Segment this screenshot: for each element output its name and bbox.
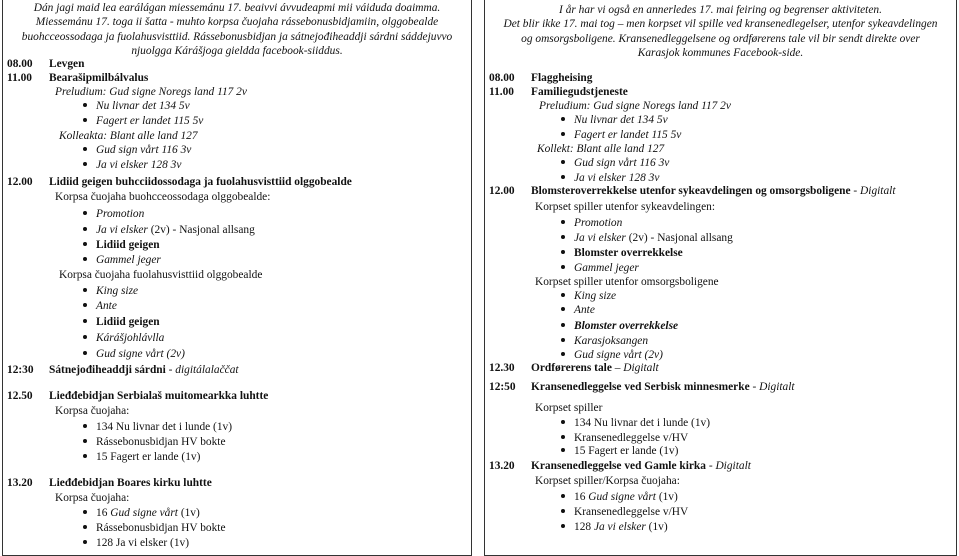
program-bullet-item [561,156,669,170]
program-bullet-item [561,113,668,127]
bullet-text: 128 Ja vi elsker (1v) [96,537,189,549]
program-title [49,389,268,403]
bullet-text: Karasjoksangen [574,335,649,347]
bullet-text: Ja vi elsker [574,232,626,244]
program-bullet-item [83,114,203,128]
program-title-text: Kransenedleggelse ved Gamle kirka [531,460,706,472]
bullet-dot-icon [561,338,565,342]
bullet-text-suffix: (1v) [655,491,678,503]
bullet-dot-icon [83,540,87,544]
bullet-text: Ja vi elsker 128 3v [574,172,660,184]
program-bullet-item [83,331,164,345]
bullet-dot-icon [561,132,565,136]
bullet-text: Lidiid geigen [96,239,160,251]
program-bullet-item [83,207,144,221]
bullet-text: Ante [574,304,595,316]
program-title-text: Familiegudstjeneste [531,86,628,98]
program-bullet-item [561,444,678,458]
bullet-text: Kárášjohlávlla [96,332,165,344]
program-bullet-item [561,490,678,504]
bullet-dot-icon [561,250,565,254]
bullet-dot-icon [83,242,87,246]
bullet-dot-icon [561,494,565,498]
bullet-dot-icon [83,351,87,355]
intro-line: og omsorgsboligene. Kransenedleggelsene og ordførerens tale vil bir sendt direkte over [521,32,920,45]
program-subheading: Preludium: Gud signe Noregs land 117 2v [539,100,731,112]
bullet-dot-icon [83,162,87,166]
bullet-text: Gud signe vårt (2v) [96,348,185,360]
bullet-text: Kransenedleggelse v/HV [574,432,689,444]
program-title [49,71,148,85]
bullet-text: Kransenedleggelse v/HV [574,506,689,518]
bullet-text-suffix: (2v) - Nasjonal allsang [625,232,733,244]
bullet-text-suffix: (1v) [177,507,200,519]
program-subheading: Korpset spiller [535,402,603,414]
program-title [531,71,592,85]
bullet-dot-icon [83,118,87,122]
intro-line: I år har vi også en annerledes 17. mai feiring og begrenser aktiviteten. [559,4,882,16]
intro-line: Miessemánu 17. toga ii šatta - muhto korpsa čuojaha rássebonusbidjamiin, olggobealde [35,16,439,29]
bullet-text: Gud signe vårt (2v) [574,349,663,361]
program-bullet-item [561,289,616,303]
program-bullet-item [561,505,688,519]
program-subheading: Korpset spiller/Korpsa čuojaha: [535,475,680,487]
program-bullet-item [83,223,255,237]
intro-line: Dán jagi maid lea earálágan miessemánu 17. beaivvi ávvudeapmi mii váiduda doaimma. [33,2,441,14]
program-time: 08.00 [489,72,515,84]
bullet-text: Rássebonusbidjan HV bokte [96,522,226,534]
bullet-text: Gammel jeger [574,262,639,274]
program-bullet-item [83,99,190,113]
bullet-text-italic: Ja vi elsker [593,521,646,533]
norwegian-intro [485,3,956,61]
bullet-dot-icon [561,117,565,121]
bullet-dot-icon [83,288,87,292]
program-subheading: Kolleakta: Blant alle land 127 [59,130,198,142]
program-title-suffix: – Digitalt [611,362,659,374]
bullet-text: Lidiid geigen [96,316,160,328]
bullet-text: 128 [574,521,594,533]
bullet-dot-icon [83,510,87,514]
intro-line: buohcceossodaga ja fuolahusvisttiid. Rássebonusbidjan ja sátnejođiheaddji sárdni sáddejuvvo [21,30,453,43]
bullet-dot-icon [83,257,87,261]
intro-line: njuolgga Kárášjoga gieldda facebook-siiddus. [131,45,343,58]
program-bullet-item [561,246,683,260]
program-title-suffix: - Digitalt [850,185,896,197]
bullet-text: King size [96,285,139,297]
bullet-dot-icon [83,303,87,307]
bullet-dot-icon [83,454,87,458]
program-subheading: Korpsa čuojaha: [55,492,130,504]
program-bullet-item [83,420,232,434]
bullet-text: Promotion [574,217,623,229]
bullet-text: 16 [96,507,111,519]
bullet-text: Gud sign vårt 116 3v [96,144,192,156]
bullet-text: Gammel jeger [96,254,161,266]
bullet-text: 16 [574,491,589,503]
program-time: 12:30 [7,364,34,376]
bullet-text: Blomster overrekkelse [574,320,679,332]
bullet-text: Nu livnar det 134 5v [96,100,190,112]
bullet-text: Ja vi elsker [96,224,148,236]
program-subheading: Korpset spiller utenfor sykeavdelingen: [535,201,715,213]
bullet-text-suffix: (1v) [645,521,668,533]
program-title [531,459,751,473]
program-subheading: Korpset spiller utenfor omsorgsboligene [535,276,719,288]
bullet-dot-icon [561,160,565,164]
program-title [49,175,352,189]
bullet-dot-icon [561,323,565,327]
program-subheading: Preludium: Gud signe Noregs land 117 2v [55,86,247,98]
program-time: 12.50 [7,390,33,402]
bullet-dot-icon [561,293,565,297]
bullet-dot-icon [83,335,87,339]
bullet-text: Ja vi elsker 128 3v [96,159,182,171]
program-title-text: Flaggheising [531,72,593,84]
program-title-suffix: - digitálalaččat [165,364,239,376]
bullet-text: 15 Fagert er lande (1v) [574,445,679,457]
program-title [49,476,212,490]
bullet-text: 134 Nu livnar det i lunde (1v) [96,421,233,433]
program-title-text: Levgen [49,58,85,70]
program-title [531,85,628,99]
bullet-text: 15 Fagert er lande (1v) [96,451,201,463]
bullet-dot-icon [561,220,565,224]
program-bullet-item [561,128,681,142]
program-title [531,361,659,375]
program-bullet-item [83,158,181,172]
bullet-text: Blomster overrekkelse [574,247,683,259]
program-bullet-item [561,319,678,333]
program-time: 13.20 [7,477,33,489]
program-title-suffix: - Digitalt [749,381,795,393]
program-title-text: Lieđđebidjan Serbialaš muitomearkka luhtte [49,390,269,402]
program-subheading: Kollekt: Blant alle land 127 [537,143,665,155]
bullet-text: Fagert er landet 115 5v [574,129,682,141]
program-bullet-item [561,416,710,430]
program-bullet-item [83,238,160,252]
program-bullet-item [83,347,185,361]
program-subheading: Korpsa čuojaha: [55,405,130,417]
intro-line: Det blir ikke 17. mai tog – men korpset vil spille ved kransenedlegelser, utenfor sykeavdelingen [503,18,938,31]
program-time: 12:50 [489,381,516,393]
bullet-dot-icon [561,509,565,513]
bullet-dot-icon [83,211,87,215]
program-title [49,363,239,377]
bullet-dot-icon [83,147,87,151]
program-title-text: Bearašipmilbálvalus [49,72,149,84]
program-bullet-item [83,315,160,329]
bullet-text: Nu livnar det 134 5v [574,114,668,126]
bullet-dot-icon [83,103,87,107]
program-title-text: Blomsteroverrekkelse utenfor sykeavdelingen og omsorgsboligene [531,185,851,197]
program-title-text: Kransenedleggelse ved Serbisk minnesmerke [531,381,750,393]
program-bullet-item [83,536,189,550]
bullet-dot-icon [83,227,87,231]
bullet-dot-icon [561,235,565,239]
program-title-text: Lidiid geigen buhcciidossodaga ja fuolahusvisttiid olggobealde [49,176,352,188]
program-bullet-item [83,450,200,464]
bullet-text: Rássebonusbidjan HV bokte [96,436,226,448]
bullet-text: Ante [96,300,117,312]
norwegian-program-column [484,0,957,556]
bullet-dot-icon [83,525,87,529]
program-title [49,57,84,71]
bullet-dot-icon [561,175,565,179]
program-bullet-item [561,303,595,317]
program-title-suffix: - Digitalt [705,460,751,472]
program-bullet-item [561,334,648,348]
program-time: 11.00 [489,86,514,98]
program-title [531,380,795,394]
program-bullet-item [83,143,191,157]
sami-program-column [2,0,472,556]
bullet-text-suffix: (2v) - Nasjonal allsang [147,224,255,236]
bullet-dot-icon [561,307,565,311]
bullet-text-italic: Gud signe vårt [588,491,656,503]
program-bullet-item [83,299,117,313]
bullet-dot-icon [561,420,565,424]
bullet-dot-icon [83,424,87,428]
program-title [531,184,896,198]
program-bullet-item [83,506,200,520]
bullet-dot-icon [561,524,565,528]
bullet-dot-icon [83,319,87,323]
program-bullet-item [83,284,138,298]
program-time: 08.00 [7,58,33,70]
bullet-dot-icon [561,352,565,356]
program-title-text: Ordførerens tale [531,362,612,374]
bullet-text: Gud sign vårt 116 3v [574,157,670,169]
bullet-text: Fagert er landet 115 5v [96,115,204,127]
program-bullet-item [83,253,161,267]
bullet-text-italic: Gud signe vårt [110,507,178,519]
bullet-dot-icon [561,265,565,269]
bullet-dot-icon [561,448,565,452]
bullet-text: 134 Nu livnar det i lunde (1v) [574,417,711,429]
bullet-dot-icon [561,435,565,439]
bullet-text: Promotion [96,208,145,220]
program-subheading: Korpsa čuojaha buohcceossodaga olggobealde: [55,191,271,203]
program-time: 12.00 [489,185,515,197]
program-time: 13.20 [489,460,515,472]
program-bullet-item [83,435,226,449]
program-time: 12.30 [489,362,515,374]
program-time: 12.00 [7,176,33,188]
program-bullet-item [561,216,622,230]
program-bullet-item [561,261,639,275]
program-bullet-item [561,231,733,245]
bullet-dot-icon [83,439,87,443]
program-bullet-item [561,520,668,534]
intro-line: Karasjok kommunes Facebook-side. [637,47,804,60]
program-subheading: Korpsa čuojaha fuolahusvisttiid olggobealde [59,269,263,281]
program-title-text: Lieđđebidjan Boares kirku luhtte [49,477,212,489]
bullet-text: King size [574,290,617,302]
program-time: 11.00 [7,72,32,84]
sami-intro [3,1,471,59]
program-title-text: Sátnejođiheaddji sárdni [49,364,166,376]
program-bullet-item [83,521,226,535]
